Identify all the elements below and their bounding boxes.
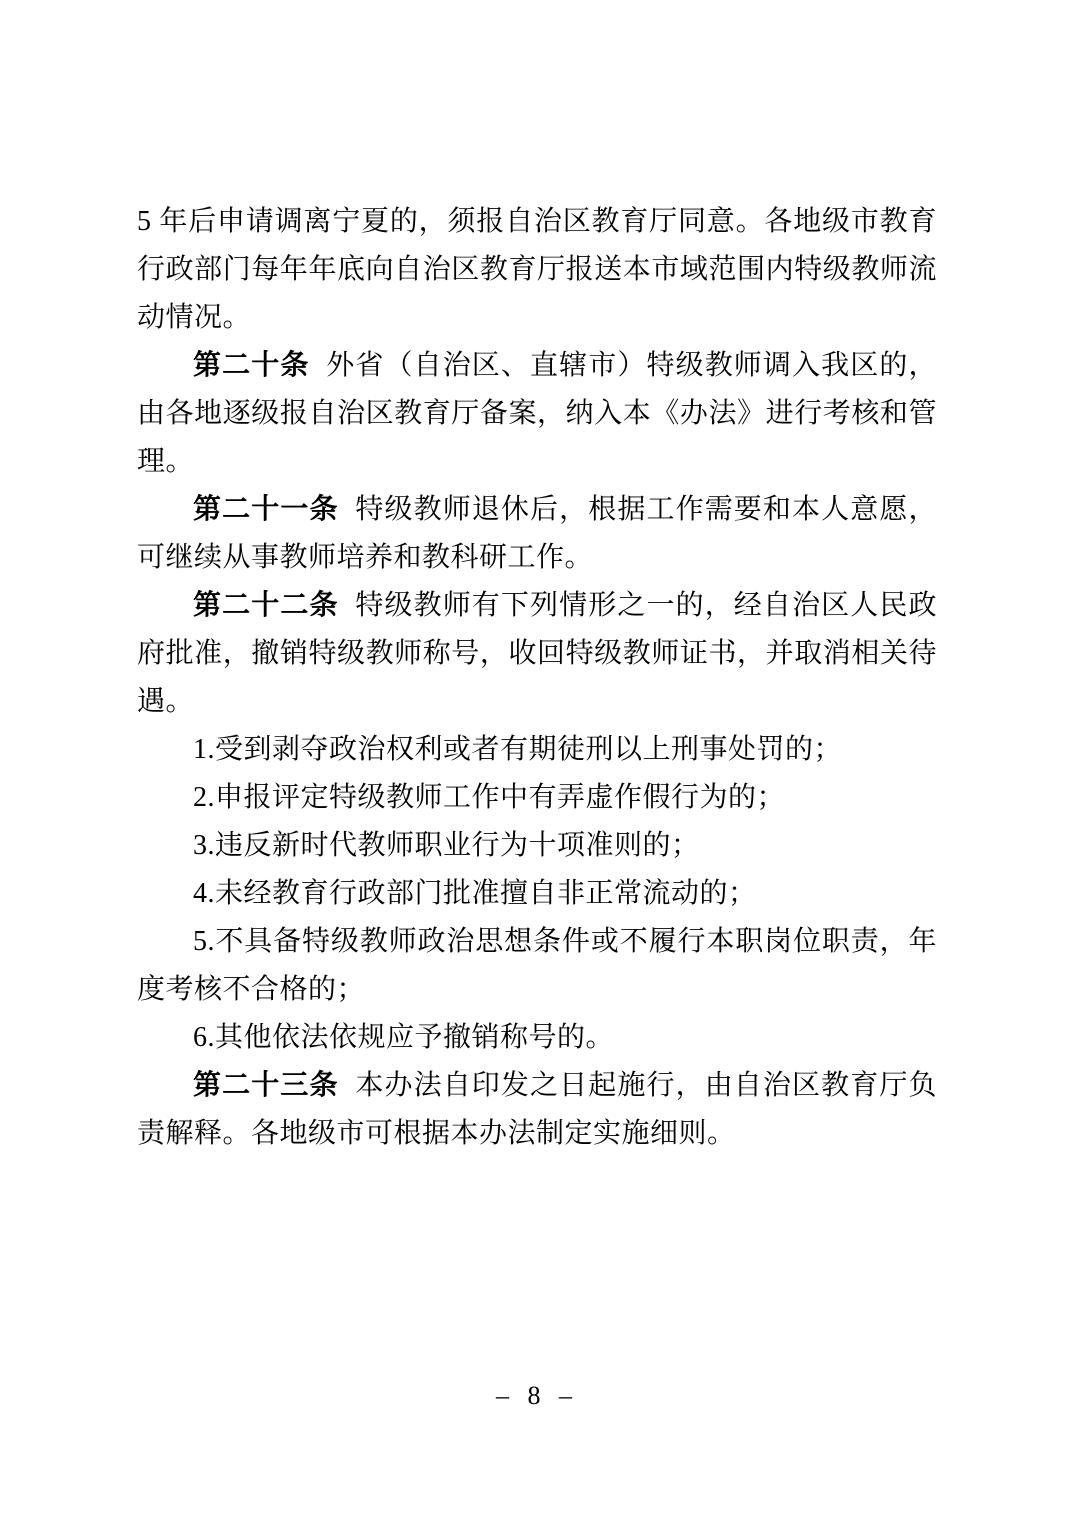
paragraph-text: 本办法自印发之日起施行，由自治区教育厅负责解释。各地级市可根据本办法制定实施细则。 xyxy=(137,1070,937,1149)
article-paragraph xyxy=(137,342,937,486)
article-number: 第二十三条 xyxy=(193,1070,339,1101)
paragraph-text: 2.申报评定特级教师工作中有弄虚作假行为的； xyxy=(193,782,786,813)
paragraph-text: 5 年后申请调离宁夏的，须报自治区教育厅同意。各地级市教育行政部门每年年底向自治区教育厅报送本市域范围内特级教师流动情况。 xyxy=(137,206,937,333)
paragraph-text: 4.未经教育行政部门批准擅自非正常流动的； xyxy=(193,878,757,909)
article-paragraph xyxy=(137,582,937,726)
list-item xyxy=(137,1014,937,1062)
list-item xyxy=(137,774,937,822)
paragraph-text: 特级教师退休后，根据工作需要和本人意愿，可继续从事教师培养和教科研工作。 xyxy=(137,494,937,573)
article-number: 第二十二条 xyxy=(193,590,339,621)
list-item xyxy=(137,918,937,1014)
document-body xyxy=(137,198,937,1158)
article-paragraph xyxy=(137,1062,937,1158)
paragraph xyxy=(137,198,937,342)
paragraph-text: 外省（自治区、直辖市）特级教师调入我区的，由各地逐级报自治区教育厅备案，纳入本《办法》进行考核和管理。 xyxy=(137,350,937,477)
page-number: – 8 – xyxy=(496,1381,578,1410)
article-number: 第二十一条 xyxy=(193,494,339,525)
paragraph-text: 1.受到剥夺政治权利或者有期徒刑以上刑事处罚的； xyxy=(193,734,843,765)
paragraph-text: 6.其他依法依规应予撤销称号的。 xyxy=(193,1022,615,1053)
paragraph-text: 3.违反新时代教师职业行为十项准则的； xyxy=(193,830,700,861)
paragraph-text: 5.不具备特级教师政治思想条件或不履行本职岗位职责，年度考核不合格的； xyxy=(137,926,937,1005)
article-number: 第二十条 xyxy=(193,350,310,381)
page-footer xyxy=(0,1372,1074,1420)
paragraph-text: 特级教师有下列情形之一的，经自治区人民政府批准，撤销特级教师称号，收回特级教师证书，并取消相关待遇。 xyxy=(137,590,937,717)
list-item xyxy=(137,822,937,870)
article-paragraph xyxy=(137,486,937,582)
list-item xyxy=(137,870,937,918)
list-item xyxy=(137,726,937,774)
